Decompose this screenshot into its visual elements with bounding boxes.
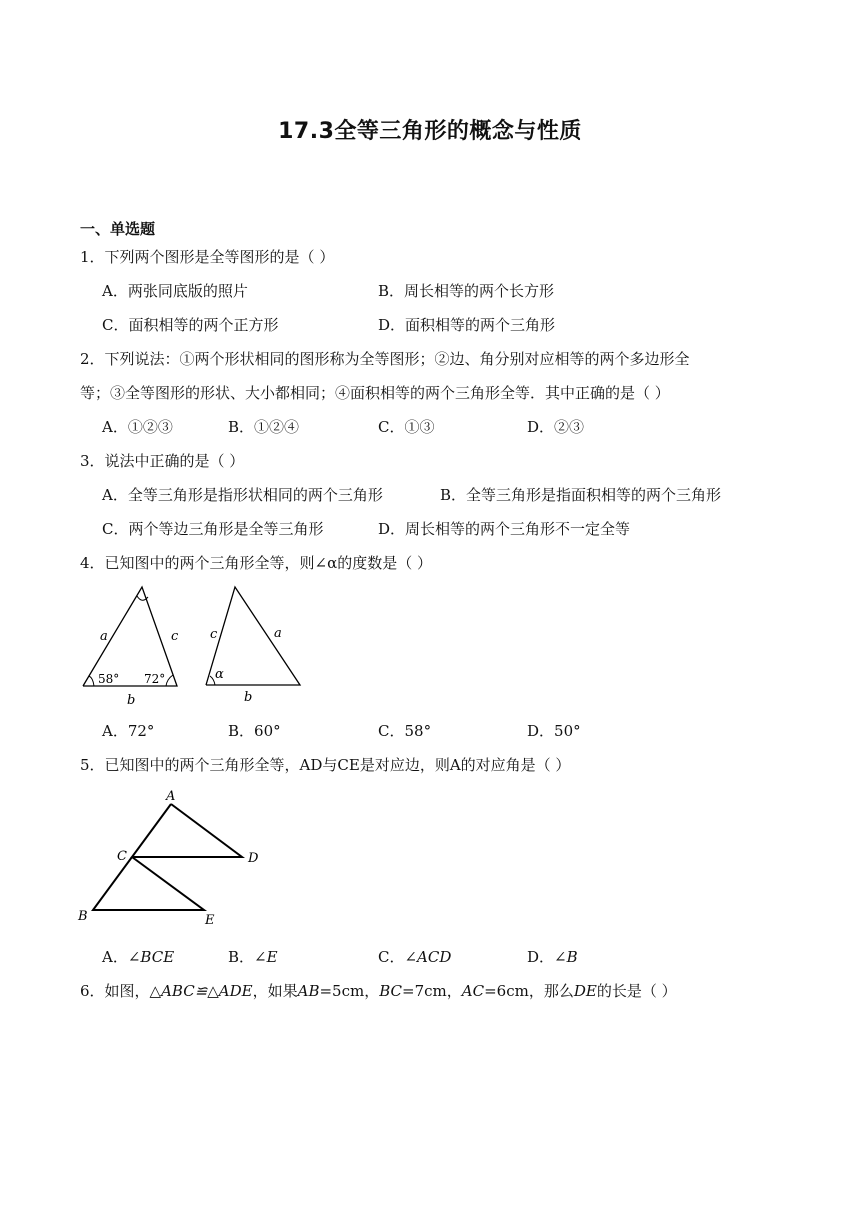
q5-label-e: E: [205, 913, 215, 928]
q5-option-c-expr: ∠ACD: [404, 948, 452, 966]
q6-text-3: =7cm，: [402, 982, 462, 1000]
question-2-stem-line1: 2．下列说法：①两个形状相同的图形称为全等图形；②边、角分别对应相等的两个多边形全: [80, 350, 690, 368]
q6-ac: AC: [461, 982, 485, 1000]
q4-option-b: B．60°: [228, 722, 281, 740]
q4-triangle-1-right-arc: [166, 675, 173, 686]
q6-text-5: 的长是（ ）: [596, 982, 677, 1000]
question-6-stem: [80, 980, 677, 1001]
q5-option-a: [102, 946, 174, 967]
question-1-stem: 1．下列两个图形是全等图形的是（ ）: [80, 248, 335, 266]
q4-tri2-side-right: a: [274, 626, 282, 641]
q1-option-a: A．两张同底版的照片: [102, 282, 248, 300]
q5-label-c: C: [117, 849, 127, 864]
q5-option-d: [527, 946, 578, 967]
q6-congruence: △ABC≌△ADE: [149, 982, 253, 1000]
q4-option-c: C．58°: [378, 722, 432, 740]
q5-option-c: [378, 946, 451, 967]
q5-triangle-acd: [132, 804, 242, 857]
q4-tri1-angle-left: 58°: [98, 672, 120, 686]
q5-option-c-prefix: C．: [378, 948, 405, 966]
q4-tri2-side-left: c: [210, 627, 218, 642]
q4-tri1-angle-right: 72°: [144, 672, 166, 686]
q4-triangle-1-left-arc: [89, 676, 94, 686]
q1-option-b: B．周长相等的两个长方形: [378, 282, 555, 300]
q4-option-d: D．50°: [527, 722, 581, 740]
q5-option-d-expr: ∠B: [554, 948, 578, 966]
q5-option-a-expr: ∠BCE: [127, 948, 175, 966]
q4-tri1-side-left: a: [100, 629, 108, 644]
page-title: 17.3全等三角形的概念与性质: [278, 119, 582, 144]
q6-de: DE: [573, 982, 597, 1000]
section-heading: 一、单选题: [80, 220, 156, 238]
q6-ab: AB: [297, 982, 320, 1000]
q2-option-d: D．②③: [527, 418, 585, 436]
q2-option-a: A．①②③: [102, 418, 173, 436]
q5-option-b-expr: ∠E: [254, 948, 278, 966]
q4-option-a: A．72°: [102, 722, 155, 740]
q3-option-b: B．全等三角形是指面积相等的两个三角形: [440, 486, 722, 504]
question-2-stem-line2: 等；③全等图形的形状、大小都相同；④面积相等的两个三角形全等．其中正确的是（ ）: [80, 384, 670, 402]
q3-option-c: C．两个等边三角形是全等三角形: [102, 520, 324, 538]
q5-option-b-prefix: B．: [228, 948, 255, 966]
q5-label-d: D: [248, 851, 259, 866]
q4-tri1-base: b: [127, 693, 136, 708]
q4-triangles-figure: [80, 582, 310, 712]
q6-text-1: ，如果: [252, 982, 298, 1000]
q1-option-d: D．面积相等的两个三角形: [378, 316, 556, 334]
q5-label-a: A: [166, 789, 176, 804]
q3-option-d: D．周长相等的两个三角形不一定全等: [378, 520, 631, 538]
q6-num: 6．如图，: [80, 982, 150, 1000]
question-5-stem: 5．已知图中的两个三角形全等，AD与CE是对应边，则A的对应角是（ ）: [80, 756, 571, 774]
q6-text-4: =6cm，那么: [484, 982, 574, 1000]
q5-option-d-prefix: D．: [527, 948, 555, 966]
q6-text-2: =5cm，: [319, 982, 380, 1000]
q5-option-a-prefix: A．: [102, 948, 128, 966]
q5-label-b: B: [78, 909, 88, 924]
q5-option-b: [228, 946, 278, 967]
q2-option-b: B．①②④: [228, 418, 300, 436]
question-3-stem: 3．说法中正确的是（ ）: [80, 452, 245, 470]
q5-triangle-cbe: [93, 857, 204, 910]
q6-bc: BC: [379, 982, 403, 1000]
question-4-stem: 4．已知图中的两个三角形全等，则∠α的度数是（ ）: [80, 554, 433, 572]
q1-option-c: C．面积相等的两个正方形: [102, 316, 279, 334]
q4-tri2-angle: α: [215, 667, 224, 682]
q5-triangles-figure: [75, 786, 275, 931]
q3-option-a: A．全等三角形是指形状相同的两个三角形: [102, 486, 383, 504]
q4-tri2-base: b: [244, 690, 253, 705]
q2-option-c: C．①③: [378, 418, 435, 436]
q4-tri1-side-right: c: [171, 629, 179, 644]
